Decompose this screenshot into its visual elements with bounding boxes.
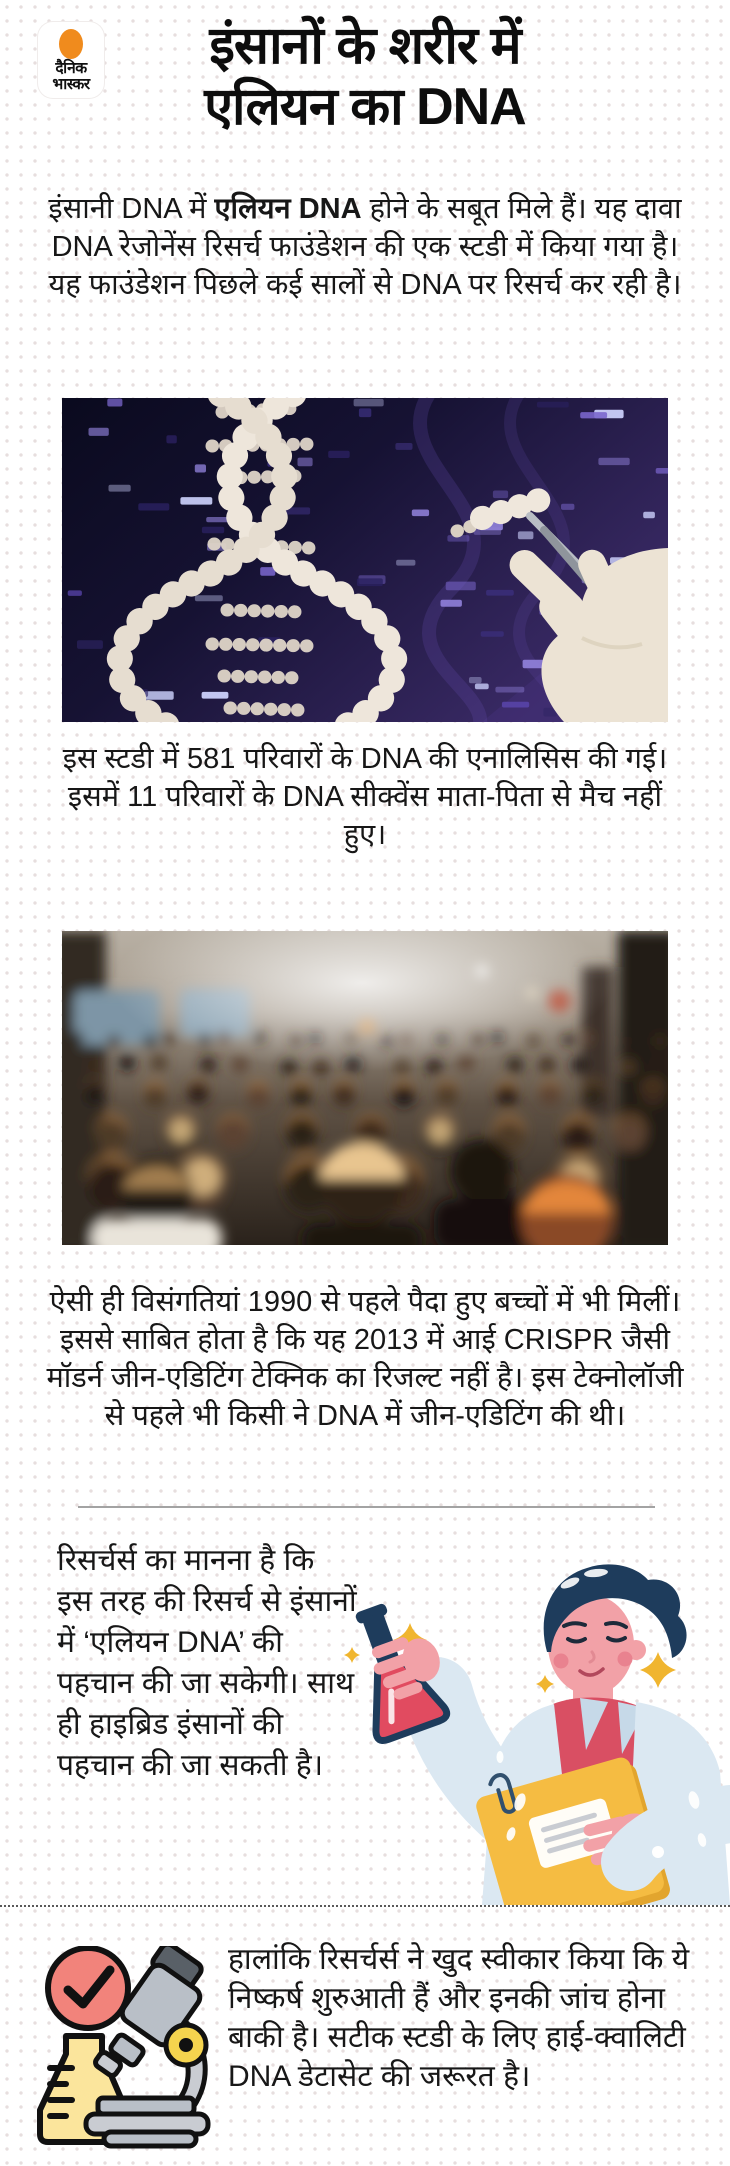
scientist-illustration (340, 1552, 730, 1905)
brand-name-line1: दैनिक (55, 60, 87, 77)
page-title-line2: एलियन का DNA (204, 78, 526, 136)
intro-paragraph (35, 190, 695, 304)
page-title (0, 16, 730, 138)
microscope-illustration (36, 1946, 220, 2150)
scientist-head (544, 1564, 687, 1716)
researchers-paragraph: रिसर्चर्स का मानना है कि इस तरह की रिसर्च से इंसानों में ‘एलियन DNA’ की पहचान की जा सकेगी। साथ ही हाइब्रिड इंसानों की पहचान की जा सकती है। (57, 1544, 357, 1782)
study-paragraph: इस स्टडी में 581 परिवारों के DNA की एनालिसिस की गई। इसमें 11 परिवारों के DNA सीक्वेंस माता-पिता से मैच नहीं हुए। (62, 743, 668, 851)
checkmark-circle-icon (48, 1948, 128, 2028)
intro-text-post: होने के सबूत मिले हैं। यह दावा DNA रेजोनेंस रिसर्च फाउंडेशन की एक स्टडी में किया गया है। यह फाउंडेशन पिछले कई सालों से DNA पर रिसर्च कर रही है। (48, 193, 682, 301)
conclusion-paragraph: हालांकि रिसर्चर्स ने खुद स्वीकार किया कि ये निष्कर्ष शुरुआती हैं और इनकी जांच होना बाकी है। सटीक स्टडी के लिए हाई-क्वालिटी DNA डेटासेट की जरूरत है। (228, 1943, 690, 2093)
crowd-street-photo (62, 931, 668, 1245)
intro-text-bold: एलियन DNA (214, 193, 362, 225)
crispr-paragraph: ऐसी ही विसंगतियां 1990 से पहले पैदा हुए बच्चों में भी मिलीं। इससे साबित होता है कि यह 2013 में आई CRISPR जैसी मॉडर्न जीन-एडिटिंग टेक्निक का रिजल्ट नहीं है। इस टेक्नोलॉजी से पहले भी किसी ने DNA में जीन-एडिटिंग की थी। (46, 1286, 684, 1432)
intro-text-pre: इंसानी DNA में (48, 193, 215, 225)
footer-rule (0, 1905, 730, 1907)
section-divider (78, 1506, 655, 1508)
page-title-line1: इंसानों के शरीर में (209, 17, 521, 75)
dna-gene-editing-photo (62, 398, 668, 722)
brand-name-line2: भास्कर (52, 75, 90, 93)
